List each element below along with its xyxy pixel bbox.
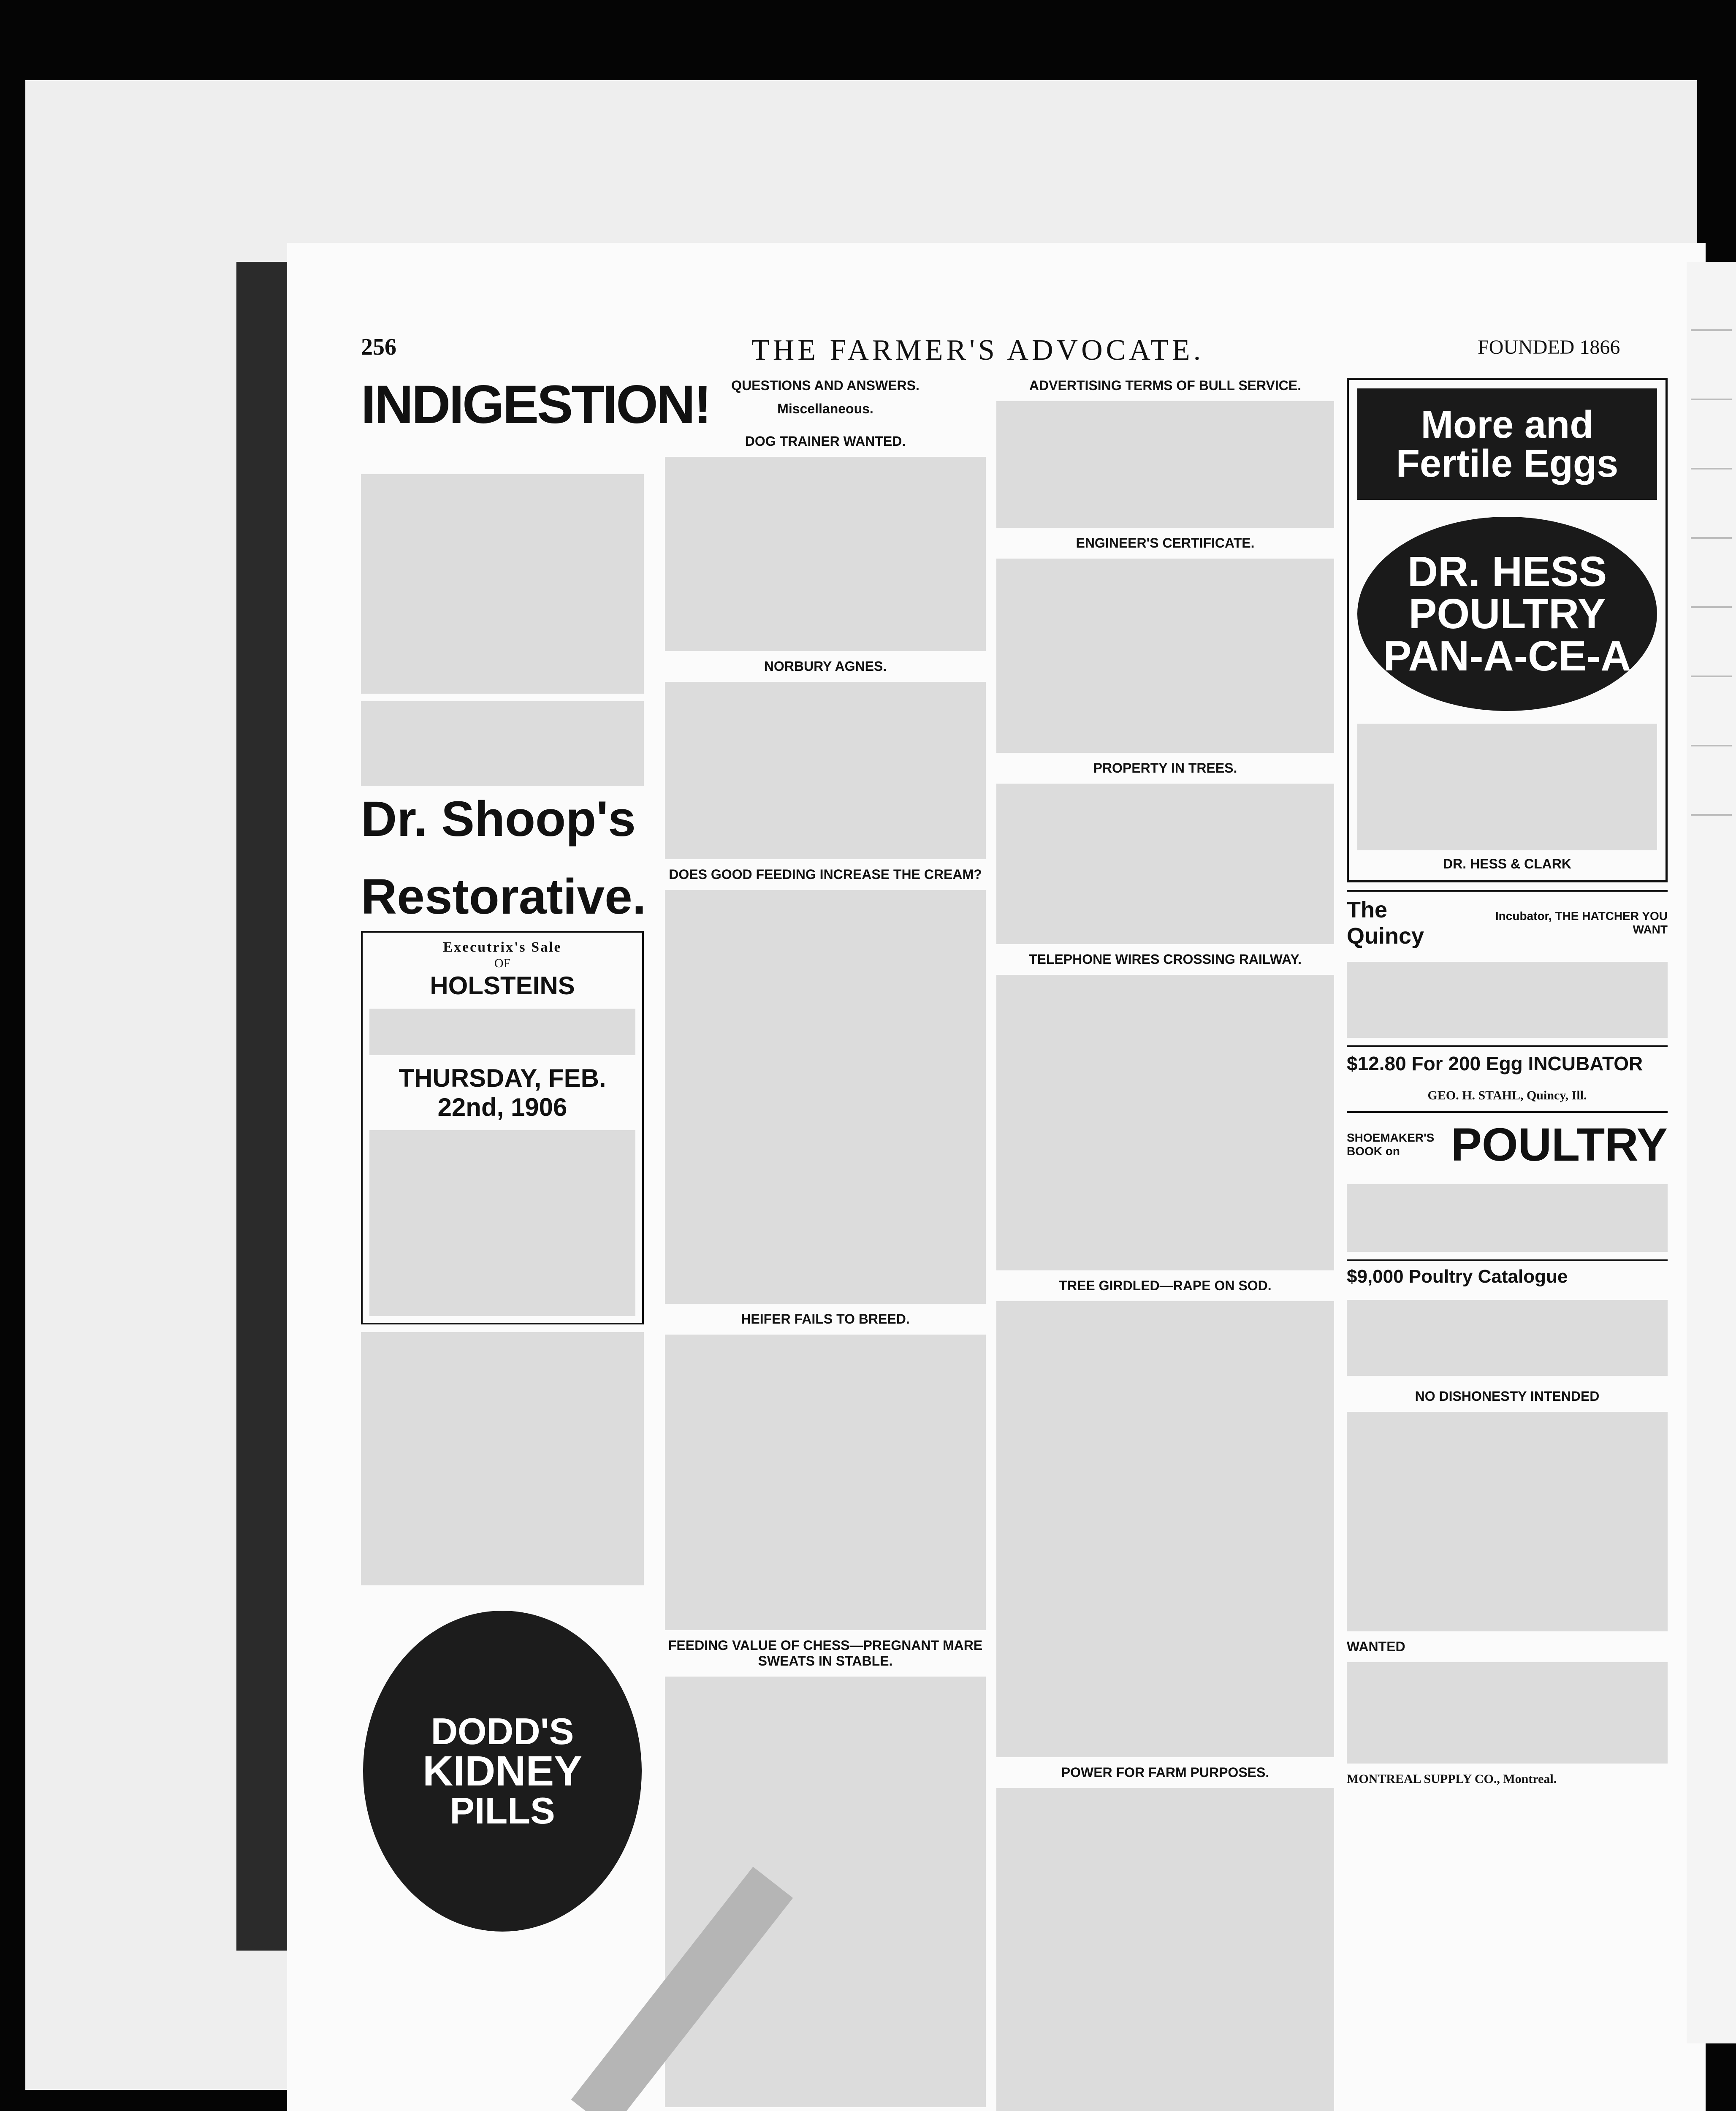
item-body <box>996 784 1334 944</box>
wanted-title: WANTED <box>1347 1639 1405 1654</box>
item-body <box>996 1301 1334 1757</box>
page-header <box>287 334 1706 366</box>
shoemaker-book: SHOEMAKER'S BOOK on <box>1347 1131 1435 1158</box>
poultry-pan-a-ce-a: DR. HESS POULTRY PAN-A-CE-A <box>1357 517 1657 711</box>
stahl-address: GEO. H. STAHL, Quincy, Ill. <box>1427 1088 1587 1102</box>
column-1 <box>361 374 710 1932</box>
kidney-word: KIDNEY <box>423 1747 582 1795</box>
page-number: 256 <box>361 334 396 360</box>
hess-clark: DR. HESS & CLARK <box>1443 856 1571 871</box>
hess-details <box>1357 724 1657 850</box>
sale-of: OF <box>494 956 511 970</box>
column1-misc-text <box>361 1332 644 1585</box>
stahl-price: $12.80 For 200 Egg INCUBATOR <box>1347 1053 1643 1074</box>
item-body <box>996 401 1334 528</box>
item-heading: ADVERTISING TERMS OF BULL SERVICE. <box>1029 378 1302 393</box>
shoemaker-details <box>1347 1184 1668 1252</box>
dr-hess-poultry-ad <box>1347 378 1668 882</box>
montreal-supply: MONTREAL SUPPLY CO., Montreal. <box>1347 1772 1557 1786</box>
sale-date: THURSDAY, FEB. 22nd, 1906 <box>399 1064 606 1122</box>
item-body <box>996 975 1334 1270</box>
item-heading: TELEPHONE WIRES CROSSING RAILWAY. <box>1028 952 1302 967</box>
item-heading: DOG TRAINER WANTED. <box>745 434 906 449</box>
stahl-incubator-ad <box>1347 1045 1668 1080</box>
column-3 <box>996 378 1334 2111</box>
wanted-body <box>1347 1662 1668 1764</box>
item-heading: NORBURY AGNES. <box>764 659 887 674</box>
item-body <box>996 559 1334 753</box>
column-2 <box>665 378 986 2111</box>
article-title: NO DISHONESTY INTENDED <box>1415 1388 1600 1404</box>
catalogue-details <box>1347 1300 1668 1376</box>
item-heading: FEEDING VALUE OF CHESS—PREGNANT MARE SWEATS IN STABLE. <box>668 1638 983 1669</box>
item-body <box>665 682 986 859</box>
qa-section-subtitle: Miscellaneous. <box>777 401 873 416</box>
quincy-incubator-ad <box>1347 890 1668 954</box>
shoemaker-title: POULTRY <box>1451 1118 1668 1171</box>
holstein-sale-ad <box>361 931 644 1325</box>
sale-details <box>369 1009 635 1055</box>
paper-title: THE FARMER'S ADVOCATE. <box>751 334 1204 366</box>
item-heading: PROPERTY IN TREES. <box>1093 760 1237 776</box>
item-body <box>665 1335 986 1630</box>
book-offer <box>361 701 644 786</box>
column-4 <box>1347 378 1668 1794</box>
item-heading: TREE GIRDLED—RAPE ON SOD. <box>1059 1278 1272 1293</box>
sale-breed: HOLSTEINS <box>430 971 575 1000</box>
catalogue-title: $9,000 Poultry Catalogue <box>1347 1266 1568 1287</box>
item-body <box>996 1788 1334 2111</box>
item-body <box>665 890 986 1304</box>
item-body <box>665 1677 986 2107</box>
item-heading: POWER FOR FARM PURPOSES. <box>1061 1765 1269 1780</box>
item-body <box>665 457 986 651</box>
shoop-restorative-ad <box>361 793 644 923</box>
pills-word: PILLS <box>450 1790 555 1832</box>
restorative-title: Restorative. <box>361 868 646 925</box>
shoemaker-poultry-ad <box>1347 1111 1668 1177</box>
sale-title: Executrix's Sale <box>443 939 562 955</box>
more-fertile-eggs: More and Fertile Eggs <box>1357 388 1657 500</box>
article-body <box>1347 1412 1668 1631</box>
item-heading: DOES GOOD FEEDING INCREASE THE CREAM? <box>669 867 982 882</box>
dodds-kidney-pills-ad <box>363 1611 642 1932</box>
adjacent-page-edge <box>1687 262 1736 2043</box>
indigestion-body <box>361 474 644 694</box>
founded-label: FOUNDED 1866 <box>1478 336 1620 358</box>
shoop-title: Dr. Shoop's <box>361 791 636 847</box>
dodds-word: DODD'S <box>431 1710 574 1753</box>
book-spine <box>236 262 296 1951</box>
newspaper-page <box>287 243 1706 2111</box>
quincy-details <box>1347 962 1668 1038</box>
qa-section-title: QUESTIONS AND ANSWERS. <box>731 378 920 393</box>
poultry-catalogue-ad <box>1347 1259 1668 1292</box>
item-heading: ENGINEER'S CERTIFICATE. <box>1076 535 1255 551</box>
item-heading: HEIFER FAILS TO BREED. <box>741 1311 910 1327</box>
quincy-subtitle: Incubator, THE HATCHER YOU WANT <box>1495 909 1668 936</box>
quincy-title: The Quincy <box>1347 897 1424 949</box>
indigestion-headline: INDIGESTION! <box>361 374 710 435</box>
sale-terms <box>369 1130 635 1316</box>
